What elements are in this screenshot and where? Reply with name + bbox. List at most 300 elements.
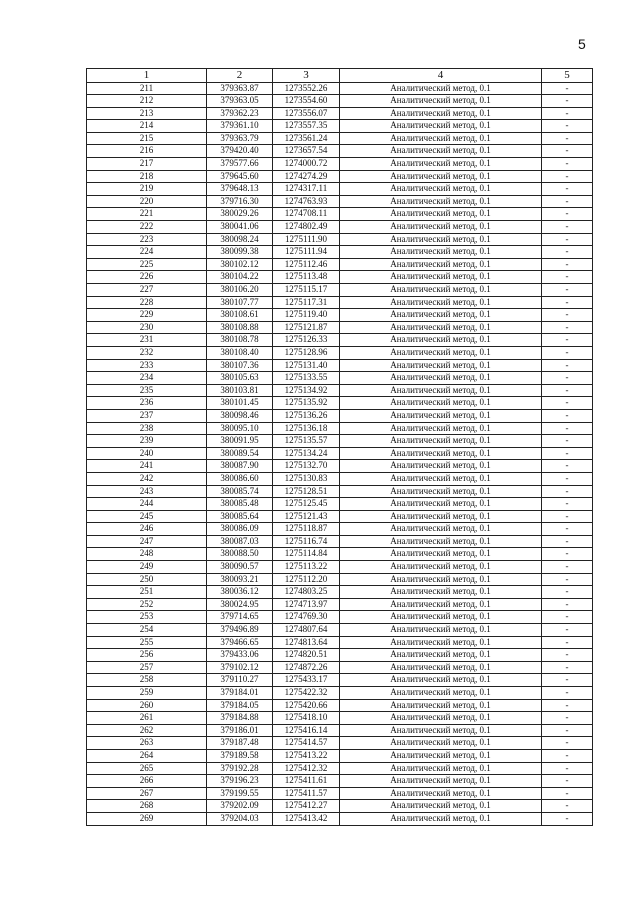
y-coordinate-cell: 1275128.51 xyxy=(273,485,340,498)
column-header: 2 xyxy=(207,69,273,83)
table-row xyxy=(87,812,593,825)
x-coordinate-cell: 379199.55 xyxy=(207,787,273,800)
column-header: 3 xyxy=(273,69,340,83)
table-row xyxy=(87,82,593,95)
point-number-cell: 216 xyxy=(87,145,207,158)
point-number-cell: 222 xyxy=(87,221,207,234)
y-coordinate-cell: 1275420.66 xyxy=(273,699,340,712)
x-coordinate-cell: 380085.74 xyxy=(207,485,273,498)
method-cell: Аналитический метод, 0.1 xyxy=(340,800,542,813)
point-number-cell: 248 xyxy=(87,548,207,561)
y-coordinate-cell: 1275413.42 xyxy=(273,812,340,825)
note-cell: - xyxy=(542,573,593,586)
note-cell: - xyxy=(542,699,593,712)
x-coordinate-cell: 380086.09 xyxy=(207,523,273,536)
x-coordinate-cell: 379186.01 xyxy=(207,724,273,737)
point-number-cell: 231 xyxy=(87,334,207,347)
y-coordinate-cell: 1274769.30 xyxy=(273,611,340,624)
note-cell: - xyxy=(542,107,593,120)
note-cell: - xyxy=(542,397,593,410)
y-coordinate-cell: 1275113.22 xyxy=(273,561,340,574)
x-coordinate-cell: 379189.58 xyxy=(207,749,273,762)
y-coordinate-cell: 1273561.24 xyxy=(273,132,340,145)
y-coordinate-cell: 1275412.27 xyxy=(273,800,340,813)
x-coordinate-cell: 379102.12 xyxy=(207,661,273,674)
table-row xyxy=(87,384,593,397)
note-cell: - xyxy=(542,309,593,322)
table-row xyxy=(87,246,593,259)
point-number-cell: 233 xyxy=(87,359,207,372)
table-row xyxy=(87,510,593,523)
x-coordinate-cell: 380108.88 xyxy=(207,321,273,334)
x-coordinate-cell: 380098.24 xyxy=(207,233,273,246)
table-row xyxy=(87,145,593,158)
table-row xyxy=(87,724,593,737)
y-coordinate-cell: 1275130.83 xyxy=(273,472,340,485)
method-cell: Аналитический метод, 0.1 xyxy=(340,687,542,700)
x-coordinate-cell: 379466.65 xyxy=(207,636,273,649)
x-coordinate-cell: 380036.12 xyxy=(207,586,273,599)
method-cell: Аналитический метод, 0.1 xyxy=(340,636,542,649)
note-cell: - xyxy=(542,170,593,183)
point-number-cell: 262 xyxy=(87,724,207,737)
note-cell: - xyxy=(542,346,593,359)
point-number-cell: 220 xyxy=(87,195,207,208)
method-cell: Аналитический метод, 0.1 xyxy=(340,472,542,485)
table-row xyxy=(87,334,593,347)
y-coordinate-cell: 1275133.55 xyxy=(273,372,340,385)
point-number-cell: 223 xyxy=(87,233,207,246)
point-number-cell: 252 xyxy=(87,598,207,611)
x-coordinate-cell: 379187.48 xyxy=(207,737,273,750)
note-cell: - xyxy=(542,498,593,511)
x-coordinate-cell: 380088.50 xyxy=(207,548,273,561)
point-number-cell: 268 xyxy=(87,800,207,813)
table-row xyxy=(87,359,593,372)
y-coordinate-cell: 1275411.57 xyxy=(273,787,340,800)
note-cell: - xyxy=(542,120,593,133)
note-cell: - xyxy=(542,624,593,637)
y-coordinate-cell: 1275114.84 xyxy=(273,548,340,561)
note-cell: - xyxy=(542,460,593,473)
note-cell: - xyxy=(542,145,593,158)
table-row xyxy=(87,661,593,674)
column-header: 1 xyxy=(87,69,207,83)
table-row xyxy=(87,523,593,536)
table-row xyxy=(87,687,593,700)
method-cell: Аналитический метод, 0.1 xyxy=(340,724,542,737)
method-cell: Аналитический метод, 0.1 xyxy=(340,523,542,536)
method-cell: Аналитический метод, 0.1 xyxy=(340,409,542,422)
y-coordinate-cell: 1275416.14 xyxy=(273,724,340,737)
x-coordinate-cell: 380108.40 xyxy=(207,346,273,359)
point-number-cell: 221 xyxy=(87,208,207,221)
y-coordinate-cell: 1275136.18 xyxy=(273,422,340,435)
method-cell: Аналитический метод, 0.1 xyxy=(340,749,542,762)
y-coordinate-cell: 1275117.31 xyxy=(273,296,340,309)
note-cell: - xyxy=(542,561,593,574)
table-row xyxy=(87,535,593,548)
table-row xyxy=(87,195,593,208)
method-cell: Аналитический метод, 0.1 xyxy=(340,649,542,662)
table-row xyxy=(87,762,593,775)
note-cell: - xyxy=(542,812,593,825)
note-cell: - xyxy=(542,271,593,284)
y-coordinate-cell: 1275126.33 xyxy=(273,334,340,347)
coordinates-table xyxy=(86,68,593,826)
y-coordinate-cell: 1274820.51 xyxy=(273,649,340,662)
note-cell: - xyxy=(542,523,593,536)
method-cell: Аналитический метод, 0.1 xyxy=(340,246,542,259)
method-cell: Аналитический метод, 0.1 xyxy=(340,775,542,788)
table-row xyxy=(87,573,593,586)
y-coordinate-cell: 1275125.45 xyxy=(273,498,340,511)
note-cell: - xyxy=(542,674,593,687)
y-coordinate-cell: 1274000.72 xyxy=(273,158,340,171)
table-row xyxy=(87,498,593,511)
point-number-cell: 246 xyxy=(87,523,207,536)
method-cell: Аналитический метод, 0.1 xyxy=(340,712,542,725)
method-cell: Аналитический метод, 0.1 xyxy=(340,737,542,750)
point-number-cell: 258 xyxy=(87,674,207,687)
y-coordinate-cell: 1274807.64 xyxy=(273,624,340,637)
table-row xyxy=(87,674,593,687)
y-coordinate-cell: 1275134.92 xyxy=(273,384,340,397)
table-row xyxy=(87,284,593,297)
point-number-cell: 241 xyxy=(87,460,207,473)
note-cell: - xyxy=(542,510,593,523)
note-cell: - xyxy=(542,95,593,108)
y-coordinate-cell: 1275115.17 xyxy=(273,284,340,297)
y-coordinate-cell: 1274872.26 xyxy=(273,661,340,674)
x-coordinate-cell: 380108.78 xyxy=(207,334,273,347)
note-cell: - xyxy=(542,334,593,347)
x-coordinate-cell: 380085.64 xyxy=(207,510,273,523)
y-coordinate-cell: 1273557.35 xyxy=(273,120,340,133)
method-cell: Аналитический метод, 0.1 xyxy=(340,107,542,120)
note-cell: - xyxy=(542,447,593,460)
note-cell: - xyxy=(542,422,593,435)
method-cell: Аналитический метод, 0.1 xyxy=(340,334,542,347)
note-cell: - xyxy=(542,208,593,221)
point-number-cell: 226 xyxy=(87,271,207,284)
y-coordinate-cell: 1274763.93 xyxy=(273,195,340,208)
y-coordinate-cell: 1275413.22 xyxy=(273,749,340,762)
x-coordinate-cell: 380085.48 xyxy=(207,498,273,511)
note-cell: - xyxy=(542,548,593,561)
note-cell: - xyxy=(542,221,593,234)
x-coordinate-cell: 380029.26 xyxy=(207,208,273,221)
method-cell: Аналитический метод, 0.1 xyxy=(340,535,542,548)
table-row xyxy=(87,787,593,800)
point-number-cell: 267 xyxy=(87,787,207,800)
table-row xyxy=(87,409,593,422)
point-number-cell: 259 xyxy=(87,687,207,700)
x-coordinate-cell: 379716.30 xyxy=(207,195,273,208)
table-row xyxy=(87,372,593,385)
method-cell: Аналитический метод, 0.1 xyxy=(340,674,542,687)
point-number-cell: 218 xyxy=(87,170,207,183)
x-coordinate-cell: 379361.10 xyxy=(207,120,273,133)
method-cell: Аналитический метод, 0.1 xyxy=(340,346,542,359)
table-row xyxy=(87,132,593,145)
x-coordinate-cell: 380102.12 xyxy=(207,258,273,271)
y-coordinate-cell: 1275121.87 xyxy=(273,321,340,334)
x-coordinate-cell: 380105.63 xyxy=(207,372,273,385)
y-coordinate-cell: 1275433.17 xyxy=(273,674,340,687)
table-row xyxy=(87,460,593,473)
point-number-cell: 227 xyxy=(87,284,207,297)
table-row xyxy=(87,561,593,574)
x-coordinate-cell: 380101.45 xyxy=(207,397,273,410)
note-cell: - xyxy=(542,384,593,397)
point-number-cell: 254 xyxy=(87,624,207,637)
table-row xyxy=(87,120,593,133)
note-cell: - xyxy=(542,296,593,309)
point-number-cell: 215 xyxy=(87,132,207,145)
method-cell: Аналитический метод, 0.1 xyxy=(340,271,542,284)
note-cell: - xyxy=(542,775,593,788)
y-coordinate-cell: 1275131.40 xyxy=(273,359,340,372)
method-cell: Аналитический метод, 0.1 xyxy=(340,95,542,108)
point-number-cell: 213 xyxy=(87,107,207,120)
note-cell: - xyxy=(542,258,593,271)
x-coordinate-cell: 379202.09 xyxy=(207,800,273,813)
y-coordinate-cell: 1274317.11 xyxy=(273,183,340,196)
table-row xyxy=(87,271,593,284)
point-number-cell: 237 xyxy=(87,409,207,422)
point-number-cell: 263 xyxy=(87,737,207,750)
y-coordinate-cell: 1275422.32 xyxy=(273,687,340,700)
method-cell: Аналитический метод, 0.1 xyxy=(340,384,542,397)
point-number-cell: 256 xyxy=(87,649,207,662)
y-coordinate-cell: 1275414.57 xyxy=(273,737,340,750)
x-coordinate-cell: 380099.38 xyxy=(207,246,273,259)
table-row xyxy=(87,170,593,183)
y-coordinate-cell: 1275411.61 xyxy=(273,775,340,788)
table-row xyxy=(87,699,593,712)
method-cell: Аналитический метод, 0.1 xyxy=(340,611,542,624)
method-cell: Аналитический метод, 0.1 xyxy=(340,208,542,221)
point-number-cell: 251 xyxy=(87,586,207,599)
y-coordinate-cell: 1275128.96 xyxy=(273,346,340,359)
method-cell: Аналитический метод, 0.1 xyxy=(340,787,542,800)
x-coordinate-cell: 380089.54 xyxy=(207,447,273,460)
method-cell: Аналитический метод, 0.1 xyxy=(340,586,542,599)
note-cell: - xyxy=(542,586,593,599)
method-cell: Аналитический метод, 0.1 xyxy=(340,548,542,561)
method-cell: Аналитический метод, 0.1 xyxy=(340,170,542,183)
point-number-cell: 260 xyxy=(87,699,207,712)
method-cell: Аналитический метод, 0.1 xyxy=(340,132,542,145)
y-coordinate-cell: 1275121.43 xyxy=(273,510,340,523)
method-cell: Аналитический метод, 0.1 xyxy=(340,510,542,523)
point-number-cell: 245 xyxy=(87,510,207,523)
y-coordinate-cell: 1273554.60 xyxy=(273,95,340,108)
table-row xyxy=(87,712,593,725)
point-number-cell: 228 xyxy=(87,296,207,309)
note-cell: - xyxy=(542,661,593,674)
method-cell: Аналитический метод, 0.1 xyxy=(340,296,542,309)
note-cell: - xyxy=(542,800,593,813)
table-row xyxy=(87,107,593,120)
x-coordinate-cell: 379496.89 xyxy=(207,624,273,637)
table-row xyxy=(87,296,593,309)
y-coordinate-cell: 1273556.07 xyxy=(273,107,340,120)
note-cell: - xyxy=(542,158,593,171)
method-cell: Аналитический метод, 0.1 xyxy=(340,183,542,196)
point-number-cell: 234 xyxy=(87,372,207,385)
column-header: 4 xyxy=(340,69,542,83)
method-cell: Аналитический метод, 0.1 xyxy=(340,762,542,775)
table-row xyxy=(87,95,593,108)
point-number-cell: 236 xyxy=(87,397,207,410)
table-row xyxy=(87,775,593,788)
table-row xyxy=(87,435,593,448)
point-number-cell: 264 xyxy=(87,749,207,762)
note-cell: - xyxy=(542,485,593,498)
table-body xyxy=(87,82,593,825)
point-number-cell: 229 xyxy=(87,309,207,322)
point-number-cell: 238 xyxy=(87,422,207,435)
x-coordinate-cell: 379192.28 xyxy=(207,762,273,775)
method-cell: Аналитический метод, 0.1 xyxy=(340,372,542,385)
method-cell: Аналитический метод, 0.1 xyxy=(340,359,542,372)
point-number-cell: 261 xyxy=(87,712,207,725)
x-coordinate-cell: 379184.01 xyxy=(207,687,273,700)
y-coordinate-cell: 1273657.54 xyxy=(273,145,340,158)
x-coordinate-cell: 379714.65 xyxy=(207,611,273,624)
table-row xyxy=(87,636,593,649)
method-cell: Аналитический метод, 0.1 xyxy=(340,221,542,234)
x-coordinate-cell: 379420.40 xyxy=(207,145,273,158)
y-coordinate-cell: 1275112.20 xyxy=(273,573,340,586)
point-number-cell: 212 xyxy=(87,95,207,108)
table-row xyxy=(87,624,593,637)
x-coordinate-cell: 379110.27 xyxy=(207,674,273,687)
x-coordinate-cell: 380087.03 xyxy=(207,535,273,548)
method-cell: Аналитический метод, 0.1 xyxy=(340,321,542,334)
y-coordinate-cell: 1275134.24 xyxy=(273,447,340,460)
point-number-cell: 269 xyxy=(87,812,207,825)
point-number-cell: 211 xyxy=(87,82,207,95)
table-row xyxy=(87,447,593,460)
table-row xyxy=(87,598,593,611)
x-coordinate-cell: 379184.05 xyxy=(207,699,273,712)
note-cell: - xyxy=(542,195,593,208)
method-cell: Аналитический метод, 0.1 xyxy=(340,573,542,586)
point-number-cell: 217 xyxy=(87,158,207,171)
page-number: 5 xyxy=(578,36,586,52)
table-row xyxy=(87,183,593,196)
y-coordinate-cell: 1275412.32 xyxy=(273,762,340,775)
table-row xyxy=(87,208,593,221)
y-coordinate-cell: 1275135.92 xyxy=(273,397,340,410)
method-cell: Аналитический метод, 0.1 xyxy=(340,258,542,271)
point-number-cell: 266 xyxy=(87,775,207,788)
note-cell: - xyxy=(542,82,593,95)
point-number-cell: 230 xyxy=(87,321,207,334)
point-number-cell: 257 xyxy=(87,661,207,674)
point-number-cell: 243 xyxy=(87,485,207,498)
y-coordinate-cell: 1274802.49 xyxy=(273,221,340,234)
method-cell: Аналитический метод, 0.1 xyxy=(340,82,542,95)
y-coordinate-cell: 1274708.11 xyxy=(273,208,340,221)
method-cell: Аналитический метод, 0.1 xyxy=(340,498,542,511)
table-row xyxy=(87,749,593,762)
table-row xyxy=(87,233,593,246)
note-cell: - xyxy=(542,233,593,246)
y-coordinate-cell: 1274803.25 xyxy=(273,586,340,599)
y-coordinate-cell: 1275112.46 xyxy=(273,258,340,271)
table-row xyxy=(87,485,593,498)
x-coordinate-cell: 379645.60 xyxy=(207,170,273,183)
table-row xyxy=(87,472,593,485)
point-number-cell: 247 xyxy=(87,535,207,548)
note-cell: - xyxy=(542,472,593,485)
note-cell: - xyxy=(542,787,593,800)
point-number-cell: 240 xyxy=(87,447,207,460)
point-number-cell: 232 xyxy=(87,346,207,359)
point-number-cell: 250 xyxy=(87,573,207,586)
note-cell: - xyxy=(542,246,593,259)
table-row xyxy=(87,422,593,435)
note-cell: - xyxy=(542,183,593,196)
point-number-cell: 239 xyxy=(87,435,207,448)
point-number-cell: 225 xyxy=(87,258,207,271)
x-coordinate-cell: 379648.13 xyxy=(207,183,273,196)
note-cell: - xyxy=(542,284,593,297)
y-coordinate-cell: 1275135.57 xyxy=(273,435,340,448)
x-coordinate-cell: 379433.06 xyxy=(207,649,273,662)
method-cell: Аналитический метод, 0.1 xyxy=(340,284,542,297)
x-coordinate-cell: 380098.46 xyxy=(207,409,273,422)
note-cell: - xyxy=(542,132,593,145)
y-coordinate-cell: 1273552.26 xyxy=(273,82,340,95)
y-coordinate-cell: 1275118.87 xyxy=(273,523,340,536)
method-cell: Аналитический метод, 0.1 xyxy=(340,485,542,498)
note-cell: - xyxy=(542,737,593,750)
point-number-cell: 214 xyxy=(87,120,207,133)
x-coordinate-cell: 380091.95 xyxy=(207,435,273,448)
x-coordinate-cell: 380093.21 xyxy=(207,573,273,586)
note-cell: - xyxy=(542,749,593,762)
y-coordinate-cell: 1274713.97 xyxy=(273,598,340,611)
table-row xyxy=(87,548,593,561)
note-cell: - xyxy=(542,372,593,385)
method-cell: Аналитический метод, 0.1 xyxy=(340,397,542,410)
x-coordinate-cell: 379363.05 xyxy=(207,95,273,108)
x-coordinate-cell: 380104.22 xyxy=(207,271,273,284)
note-cell: - xyxy=(542,535,593,548)
x-coordinate-cell: 380087.90 xyxy=(207,460,273,473)
y-coordinate-cell: 1275111.90 xyxy=(273,233,340,246)
table-header-row xyxy=(87,69,593,83)
column-header: 5 xyxy=(542,69,593,83)
y-coordinate-cell: 1275116.74 xyxy=(273,535,340,548)
x-coordinate-cell: 380107.77 xyxy=(207,296,273,309)
method-cell: Аналитический метод, 0.1 xyxy=(340,145,542,158)
note-cell: - xyxy=(542,762,593,775)
table-row xyxy=(87,800,593,813)
method-cell: Аналитический метод, 0.1 xyxy=(340,158,542,171)
note-cell: - xyxy=(542,636,593,649)
method-cell: Аналитический метод, 0.1 xyxy=(340,435,542,448)
method-cell: Аналитический метод, 0.1 xyxy=(340,195,542,208)
y-coordinate-cell: 1275136.26 xyxy=(273,409,340,422)
point-number-cell: 219 xyxy=(87,183,207,196)
note-cell: - xyxy=(542,598,593,611)
